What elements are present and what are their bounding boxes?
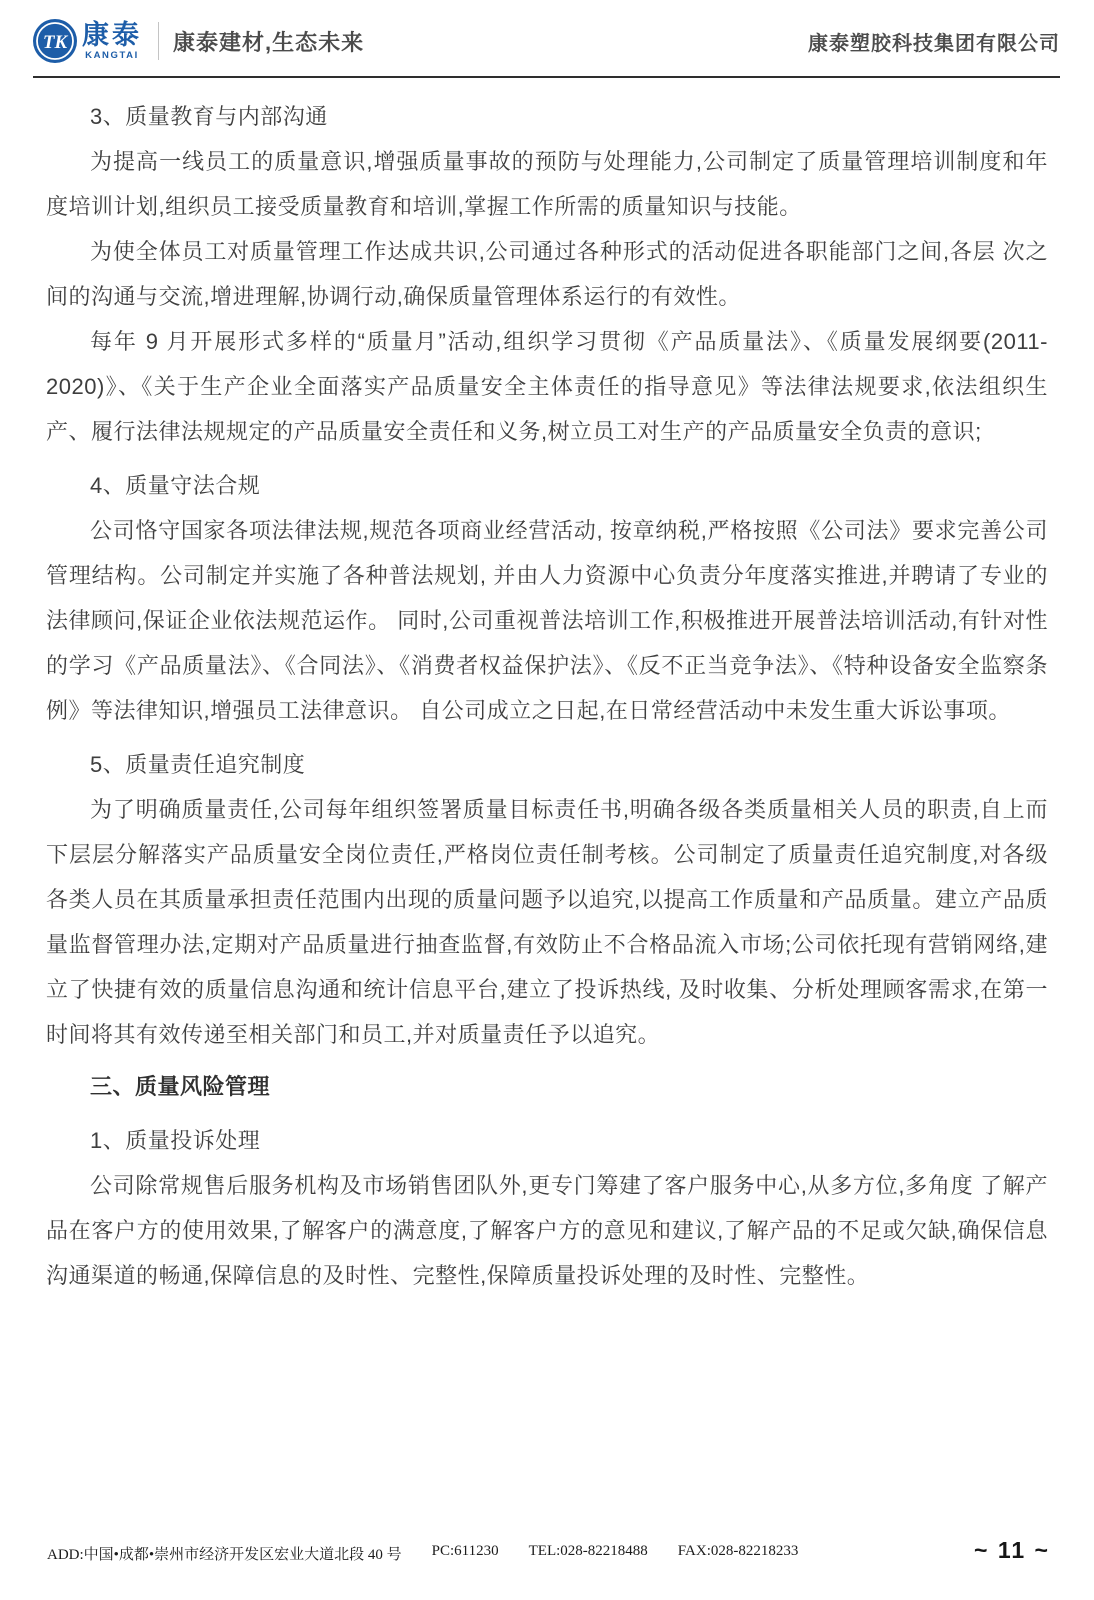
paragraph: 为使全体员工对质量管理工作达成共识,公司通过各种形式的活动促进各职能部门之间,各层 次之间的沟通与交流,增进理解,协调行动,确保质量管理体系运行的有效性。 [46, 239, 1048, 309]
logo-monogram: TK [42, 32, 68, 53]
paragraph: 为提高一线员工的质量意识,增强质量事故的预防与处理能力,公司制定了质量管理培训制度和年度培训计划,组织员工接受质量教育和培训,掌握工作所需的质量知识与技能。 [46, 149, 1048, 219]
footer-fax: FAX:028-82218233 [677, 1543, 799, 1559]
page-header [33, 0, 1060, 78]
section-heading-1: 1、质量投诉处理 [90, 1128, 261, 1153]
paragraph: 为了明确质量责任,公司每年组织签署质量目标责任书,明确各级各类质量相关人员的职责,自上而下层层分解落实产品质量安全岗位责任,严格岗位责任制考核。公司制定了质量责任追究制度,对各级各类人员在其质量承担责任范围内出现的质量问题予以追究,以提高工作质量和产品质量。建立产品质量监督管理办法,定期对产品质量进行抽查监督,有效防止不合格品流入市场;公司依托现有营销网络,建立了快捷有效的质量信息沟通和统计信息平台,建立了投诉热线, 及时收集、分析处理顾客需求,在第一时间将其有效传递至相关部门和员工,并对质量责任予以追究。 [46, 797, 1048, 1047]
section-heading-4: 4、质量守法合规 [90, 473, 261, 498]
chapter-heading-3: 三、质量风险管理 [90, 1074, 271, 1099]
paragraph: 公司除常规售后服务机构及市场销售团队外,更专门筹建了客户服务中心,从多方位,多角度 了解产品在客户方的使用效果,了解客户的满意度,了解客户方的意见和建议,了解产品的不足或欠缺,确保信息沟通渠道的畅通,保障信息的及时性、完整性,保障质量投诉处理的及时性、完整性。 [46, 1173, 1048, 1288]
header-divider [158, 22, 159, 60]
paragraph: 每年 9 月开展形式多样的“质量月”活动,组织学习贯彻《产品质量法》、《质量发展纲要(2011-2020)》、《关于生产企业全面落实产品质量安全主体责任的指导意见》等法律法规要求,依法组织生产、履行法律法规规定的产品质量安全责任和义务,树立员工对生产的产品质量安全负责的意识; [46, 329, 1048, 444]
header-tagline: 康泰建材,生态未来 [173, 29, 365, 55]
kangtai-logo-icon [33, 19, 77, 63]
company-name: 康泰塑胶科技集团有限公司 [808, 32, 1060, 55]
page-footer [0, 1537, 1094, 1564]
page-number: ~ 11 ~ [974, 1537, 1050, 1563]
footer-address: ADD:中国•成都•崇州市经济开发区宏业大道北段 40 号 [47, 1547, 402, 1563]
footer-contact-info [47, 1543, 798, 1564]
brand-stack [82, 19, 142, 61]
footer-postal-code: PC:611230 [431, 1543, 499, 1559]
document-body [0, 78, 1094, 1298]
footer-tel: TEL:028-82218488 [528, 1543, 648, 1559]
brand-name-cn: 康泰 [82, 19, 142, 50]
section-heading-3: 3、质量教育与内部沟通 [90, 104, 328, 129]
kangtai-logo [33, 19, 142, 63]
brand-name-en: KANGTAI [85, 49, 139, 61]
paragraph: 公司恪守国家各项法律法规,规范各项商业经营活动, 按章纳税,严格按照《公司法》要求完善公司管理结构。公司制定并实施了各种普法规划, 并由人力资源中心负责分年度落实推进,并聘请了专业的法律顾问,保证企业依法规范运作。 同时,公司重视普法培训工作,积极推进开展普法培训活动,有针对性的学习《产品质量法》、《合同法》、《消费者权益保护法》、《反不正当竞争法》、《特种设备安全监察条例》等法律知识,增强员工法律意识。 自公司成立之日起,在日常经营活动中未发生重大诉讼事项。 [46, 518, 1048, 723]
section-heading-5: 5、质量责任追究制度 [90, 752, 306, 777]
